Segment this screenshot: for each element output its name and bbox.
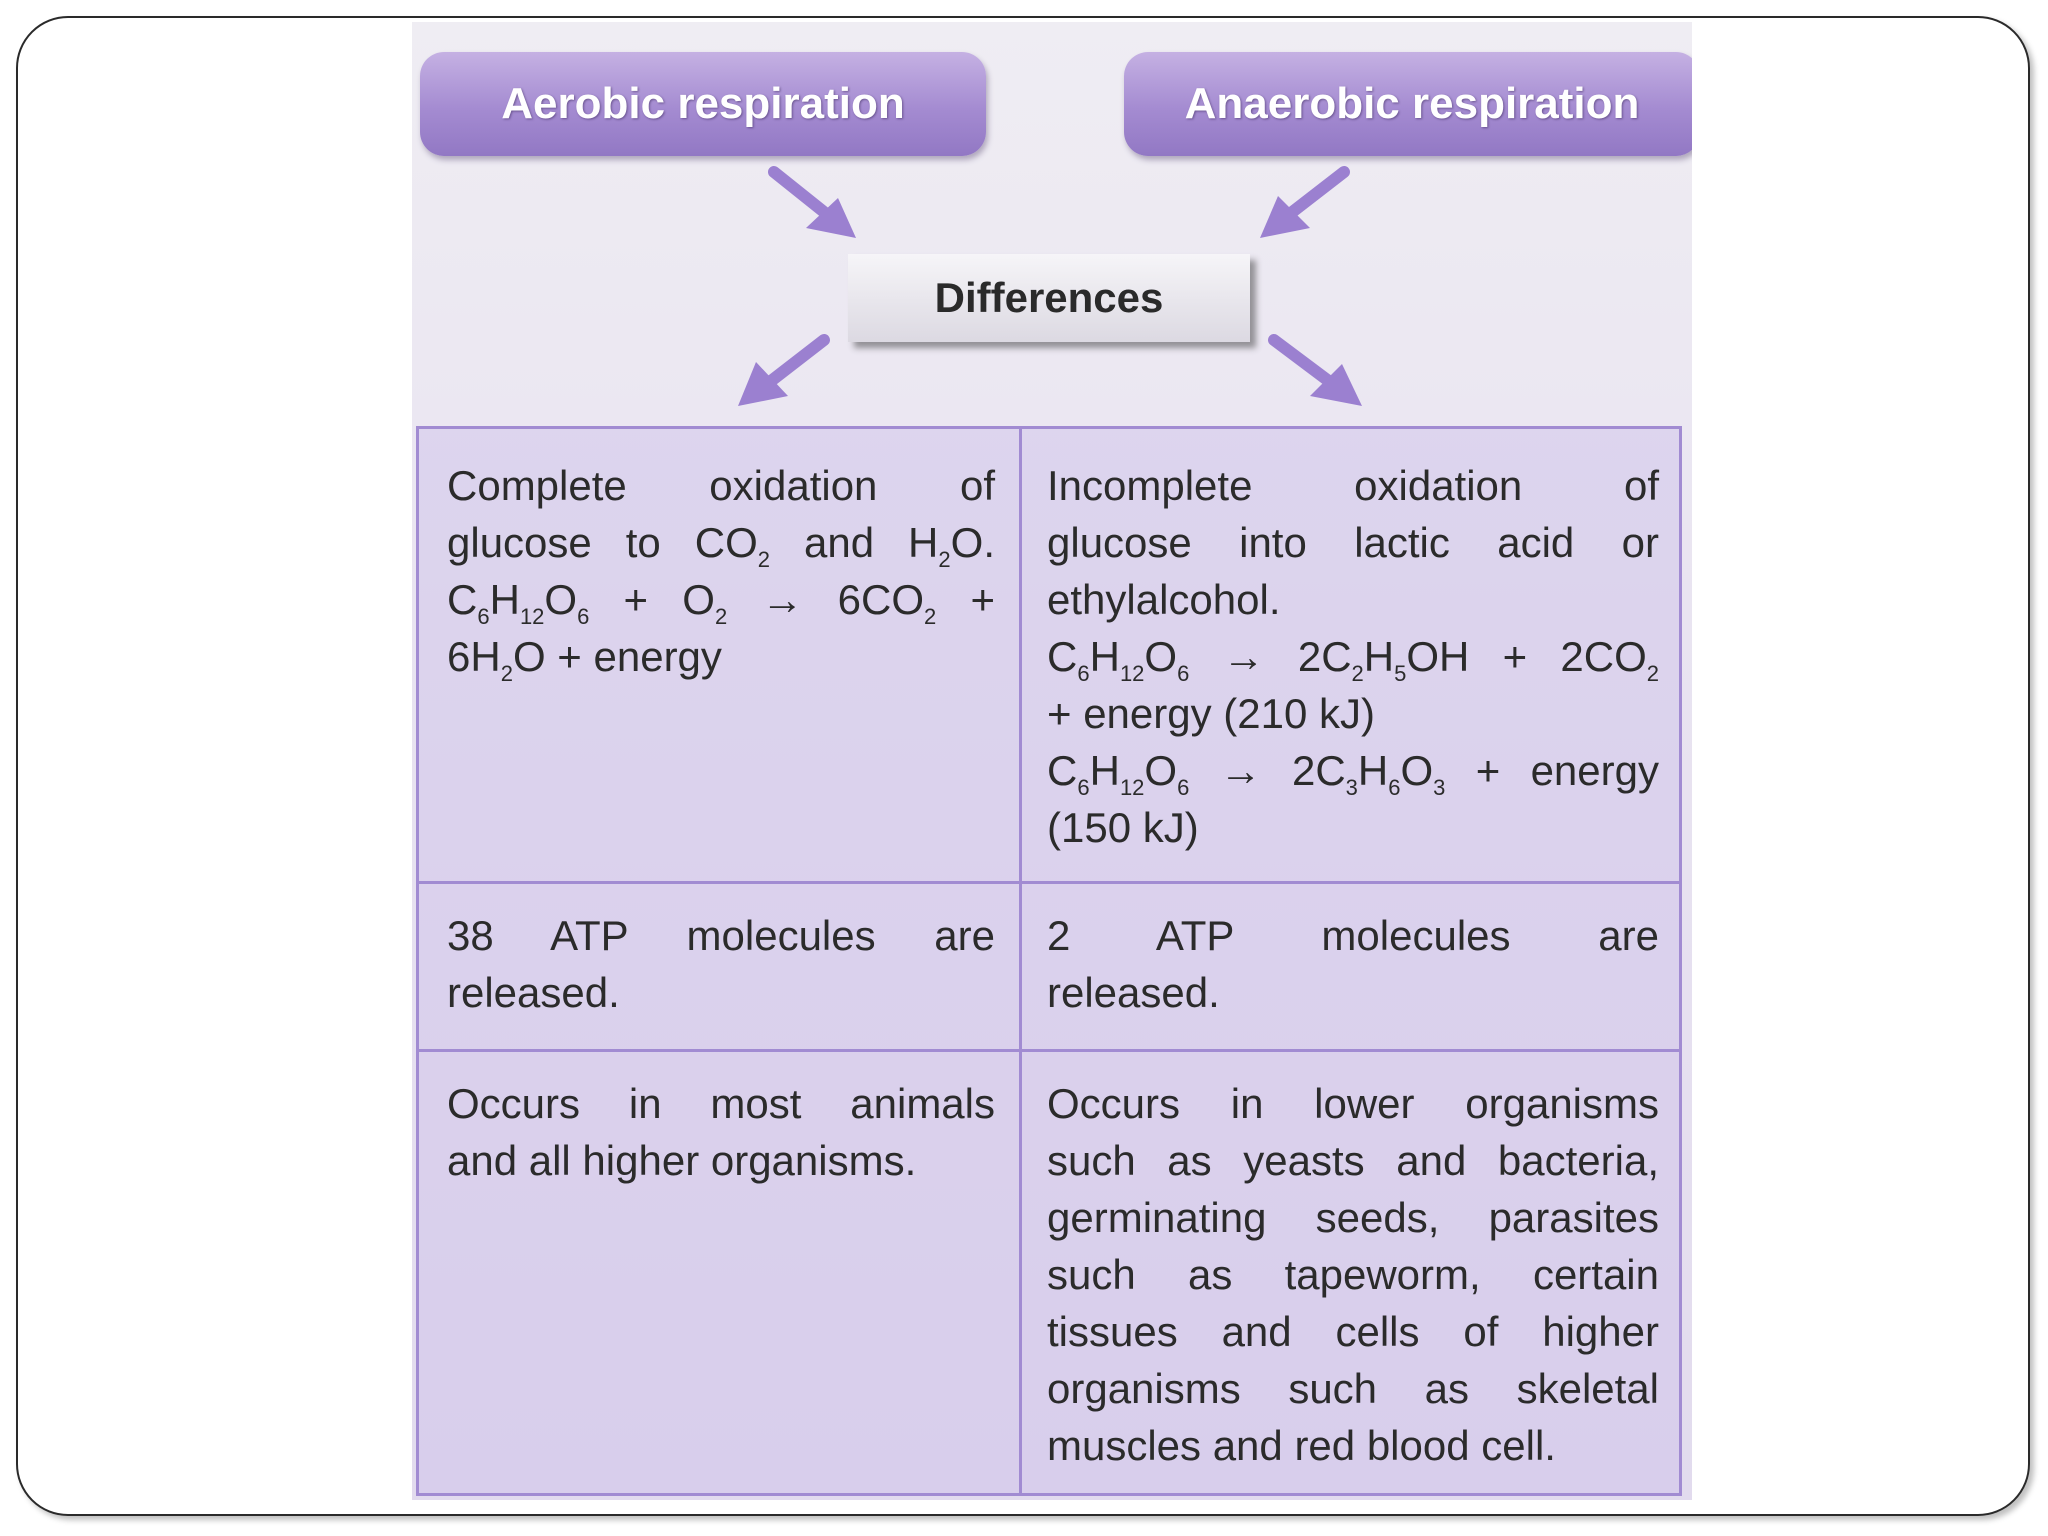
arrow-aerobic-to-differences — [774, 172, 856, 238]
anaerobic-respiration-label: Anaerobic respiration — [1124, 52, 1692, 156]
aerobic-respiration-label: Aerobic respiration — [420, 52, 986, 156]
anaerobic-equation-ethanol: $C_6H_{12}O_6 \to 2C_2H_5OH + 2CO_2$ — [1047, 633, 1659, 686]
row-divider — [419, 1049, 1679, 1052]
table-cell-occurrence-aerobic: Occurs in most animals and all higher organisms. — [447, 1080, 995, 1184]
aerobic-equation: $C_6H_{12}O_6 + O_2 \to 6CO_2$ + — [447, 576, 995, 629]
arrow-differences-to-anaerobic-column — [1274, 340, 1362, 406]
connector-arrows — [412, 22, 1692, 442]
row-divider — [419, 881, 1679, 884]
table-cell-oxidation-anaerobic: Incomplete oxidation of glucose into lactic acid or ethylalcohol. $C_6H_{12}O_6 \to 2C_2H_5OH + 2CO_2$ + energy (210 kJ) $C_6H_{12}O_6 \to 2C_3H_6O_3$ + energy (150 kJ) — [1047, 462, 1659, 851]
respiration-differences-figure — [412, 22, 1692, 1500]
differences-table — [416, 426, 1682, 1496]
table-cell-atp-aerobic: 38 ATP molecules are released. — [447, 912, 995, 1016]
table-cell-oxidation-aerobic: Complete oxidation of glucose to $CO_2$ and $H_2O$. $C_6H_{12}O_6 + O_2 \to 6CO_2$ + $6H_2O$ + energy — [447, 462, 995, 686]
arrow-differences-to-aerobic-column — [738, 340, 824, 406]
differences-label: Differences — [848, 254, 1250, 342]
anaerobic-equation-lactic: $C_6H_{12}O_6 \to 2C_3H_6O_3$ + energy — [1047, 747, 1659, 800]
table-cell-atp-anaerobic: 2 ATP molecules are released. — [1047, 912, 1659, 1016]
table-cell-occurrence-anaerobic: Occurs in lower organisms such as yeasts and bacteria, germinating seeds, parasites such as tapeworm, certain tissues and cells of higher organisms such as skeletal muscles and red blood cell. — [1047, 1080, 1659, 1469]
arrow-anaerobic-to-differences — [1260, 172, 1344, 238]
column-divider — [1019, 429, 1022, 1493]
